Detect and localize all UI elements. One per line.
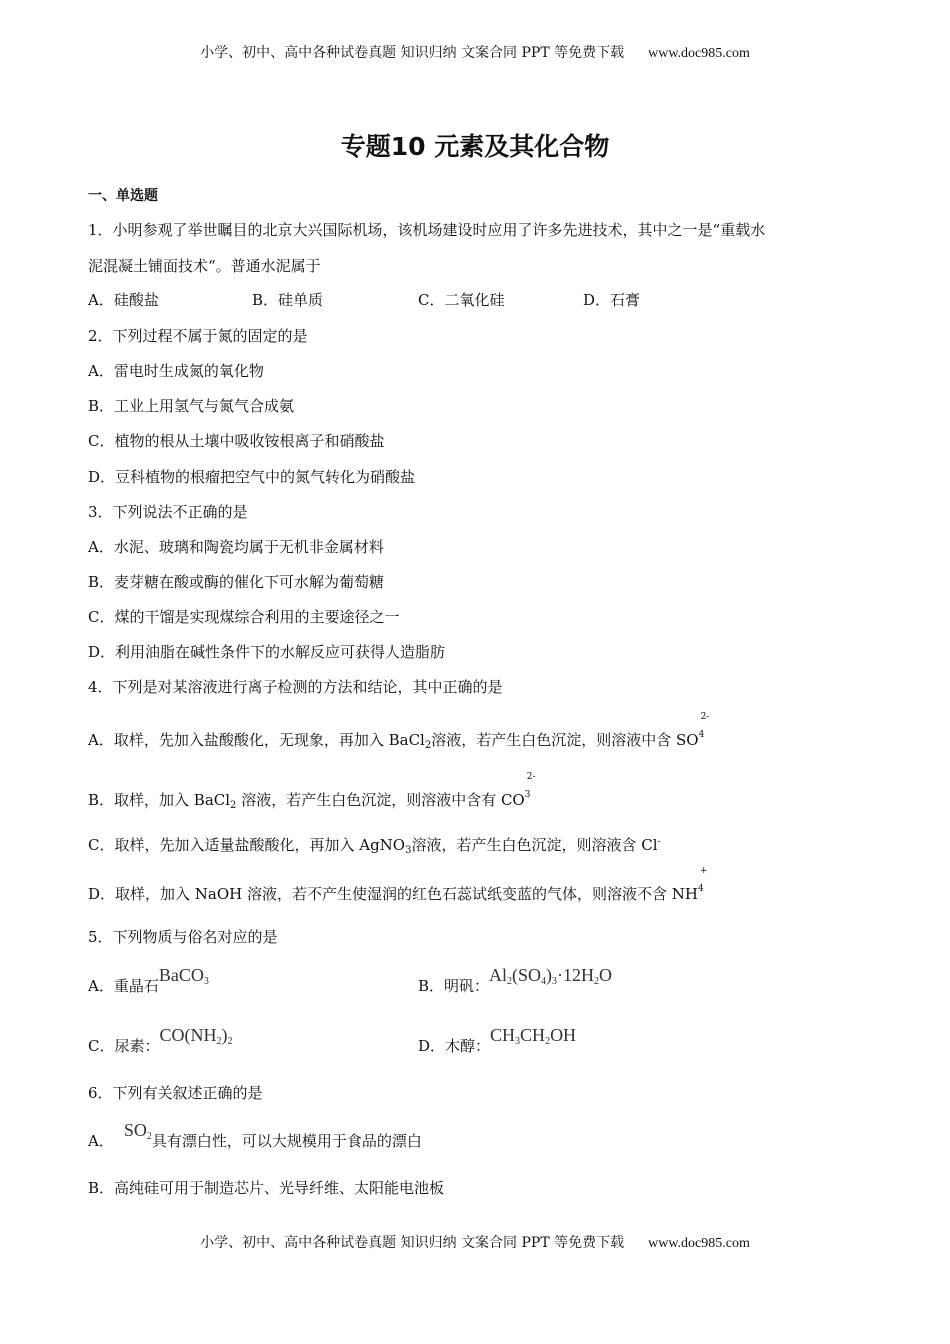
page-footer [0, 1232, 950, 1252]
q1-stem-1: 1．小明参观了举世瞩目的北京大兴国际机场，该机场建设时应用了许多先进技术，其中之一是“重载水 [88, 221, 766, 239]
q4-option-b: B．取样，加入 BaCl$_2$ 溶液，若产生白色沉淀，则溶液中含有 CO 2- $^3$ [88, 772, 536, 811]
q1-option-c: C．二氧化硅 [418, 291, 505, 309]
q5-stem: 5．下列物质与俗名对应的是 [88, 928, 278, 946]
q1-option-d: D．石膏 [583, 291, 641, 309]
q5-option-a: A．重晶石BaCO3 B．明矾：Al2(SO4)3·12H2O [88, 975, 209, 1002]
q3-option-a: A．水泥、玻璃和陶瓷均属于无机非金属材料 [88, 538, 384, 556]
page-title: 专题10 元素及其化合物 [340, 132, 610, 161]
q2-option-d: D．豆科植物的根瘤把空气中的氮气转化为硝酸盐 [88, 468, 416, 486]
q5-option-b: B．明矾：Al2(SO4)3·12H2O [418, 965, 613, 995]
q3-option-b: B．麦芽糖在酸或酶的催化下可水解为葡萄糖 [88, 573, 385, 591]
section-heading: 一、单选题 [88, 188, 158, 204]
page-header [0, 42, 950, 62]
q4-option-c: C．取样，先加入适量盐酸酸化，再加入 AgNO$_3$溶液，若产生白色沉淀，则溶液含 Cl- [88, 836, 661, 856]
q2-option-b: B．工业上用氢气与氮气合成氨 [88, 397, 295, 415]
q5-option-c: C．尿素：CO(NH2)2 D．木醇：CH3CH2OH [88, 1035, 232, 1062]
q1-option-a: A．硅酸盐 [88, 291, 159, 309]
footer-text: 小学、初中、高中各种试卷真题 知识归纳 文案合同 PPT 等免费下载 [200, 1235, 625, 1251]
q6-stem: 6．下列有关叙述正确的是 [88, 1084, 263, 1102]
q2-option-a: A．雷电时生成氮的氧化物 [88, 362, 264, 380]
q2-stem: 2．下列过程不属于氮的固定的是 [88, 327, 308, 345]
footer-site: www.doc985.com [648, 1236, 750, 1251]
q5-option-d: D．木醇：CH3CH2OH [418, 1025, 577, 1055]
header-text: 小学、初中、高中各种试卷真题 知识归纳 文案合同 PPT 等免费下载 [200, 45, 625, 61]
q4-stem: 4．下列是对某溶液进行离子检测的方法和结论，其中正确的是 [88, 678, 503, 696]
q6-option-a: A．SO2具有漂白性，可以大规模用于食品的漂白 [88, 1120, 422, 1150]
q4-option-a: A．取样，先加入盐酸酸化，无现象，再加入 BaCl$_2$溶液，若产生白色沉淀，则溶液中含 SO 2- $^4$ [88, 712, 710, 751]
header-site: www.doc985.com [648, 46, 750, 61]
q6-option-b: B．高纯硅可用于制造芯片、光导纤维、太阳能电池板 [88, 1179, 445, 1197]
q1-option-b: B．硅单质 [252, 291, 324, 309]
q3-option-d: D．利用油脂在碱性条件下的水解反应可获得人造脂肪 [88, 643, 446, 661]
q1-stem-2: 泥混凝土铺面技术“。普通水泥属于 [88, 257, 321, 275]
q3-stem: 3．下列说法不正确的是 [88, 503, 248, 521]
q4-option-d: D．取样，加入 NaOH 溶液，若不产生使湿润的红色石蕊试纸变蓝的气体，则溶液不含 NH + $^4$ [88, 866, 708, 903]
q2-option-c: C．植物的根从土壤中吸收铵根离子和硝酸盐 [88, 432, 385, 450]
q3-option-c: C．煤的干馏是实现煤综合利用的主要途径之一 [88, 608, 400, 626]
